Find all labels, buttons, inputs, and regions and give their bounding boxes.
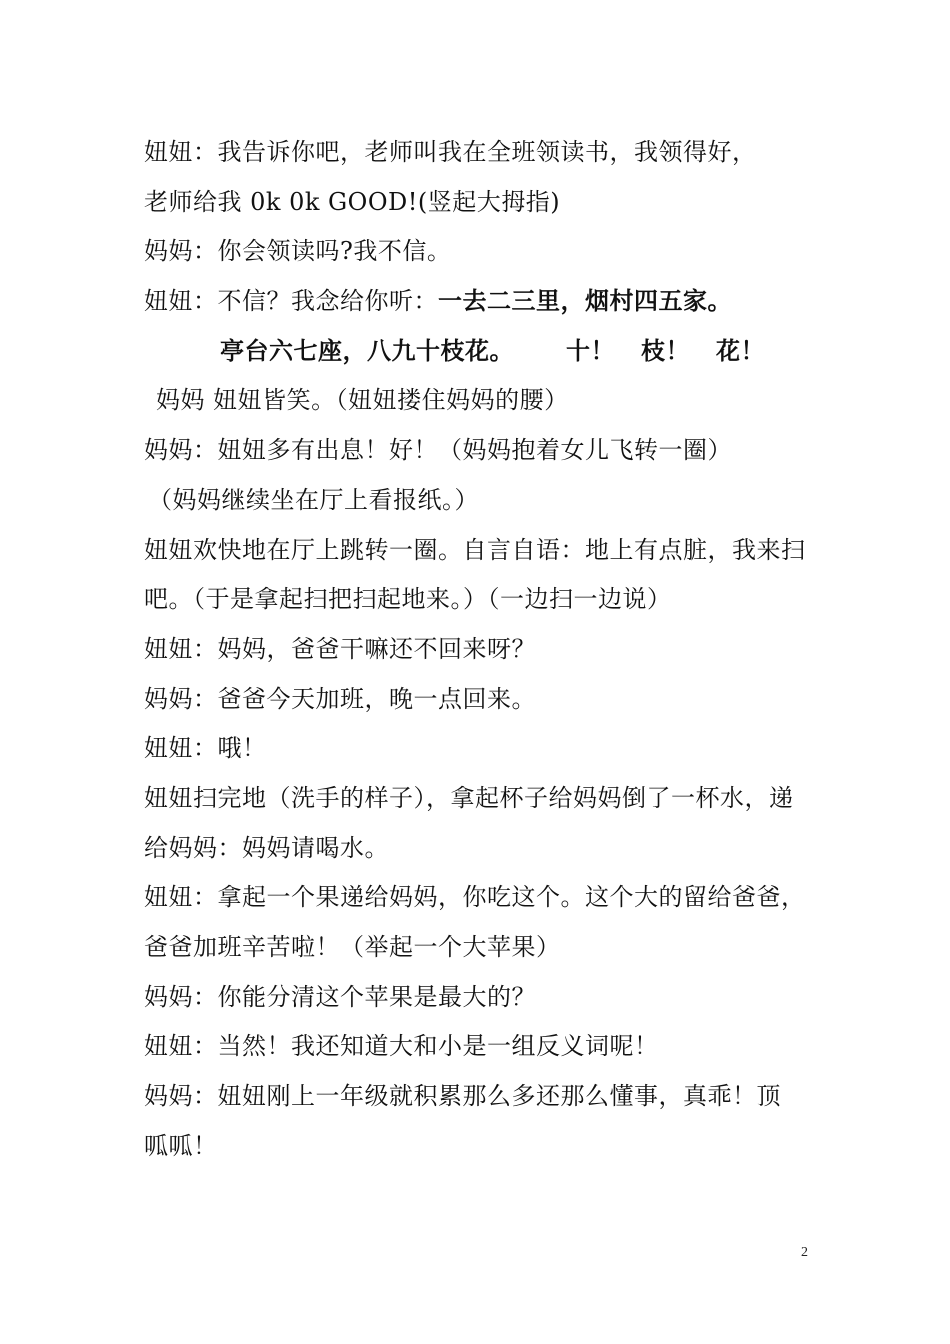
text-line: 妈妈 妞妞皆笑。（妞妞搂住妈妈的腰）: [156, 386, 569, 415]
poem-segment: 一去二三里，烟村四五家。: [438, 287, 732, 316]
poem-shout: 花！: [716, 336, 765, 365]
text-line: （妈妈继续坐在厅上看报纸。）: [148, 485, 479, 514]
text-line: 妞妞欢快地在厅上跳转一圈。自言自语：地上有点脏，我来扫: [144, 535, 806, 564]
text-line: 妞妞：拿起一个果递给妈妈，你吃这个。这个大的留给爸爸，: [144, 883, 806, 912]
text-line: 妈妈：你能分清这个苹果是最大的？: [144, 982, 536, 1011]
text-line: 妈妈：妞妞多有出息！好！（妈妈抱着女儿飞转一圈）: [144, 436, 732, 465]
text-line: 呱呱！: [144, 1131, 218, 1160]
script-text: [144, 128, 824, 1171]
text-line: 妞妞：当然！我还知道大和小是一组反义词呢！: [144, 1032, 659, 1061]
text-line: 妈妈：爸爸今天加班，晚一点回来。: [144, 684, 536, 713]
text-line: 爸爸加班辛苦啦！（举起一个大苹果）: [144, 933, 561, 961]
text-line: 妞妞：我告诉你吧，老师叫我在全班领读书，我领得好，: [144, 138, 757, 166]
text-line: 给妈妈：妈妈请喝水。: [144, 833, 389, 862]
poem-shout: 枝！: [641, 336, 690, 365]
text-line: 妞妞：哦！: [144, 734, 267, 763]
poem-segment: 亭台六七座，八九十枝花。: [220, 336, 514, 365]
poem-shout: 十！: [566, 336, 615, 365]
text-line: 妞妞：妈妈，爸爸干嘛还不回来呀？: [144, 634, 536, 663]
text-line: 吧。（于是拿起扫把扫起地来。）（一边扫一边说）: [144, 585, 672, 614]
text-line: [144, 277, 824, 327]
page-number: 2: [801, 1245, 808, 1260]
text-line: 老师给我 0k 0k GOOD!(竖起大拇指): [144, 187, 561, 216]
text-line: 妈妈：你会领读吗?我不信。: [144, 237, 452, 266]
poem-line: [144, 327, 824, 377]
text-segment: 妞妞：不信？我念给你听：: [144, 287, 438, 316]
text-line: 妈妈：妞妞刚上一年级就积累那么多还那么懂事，真乖！顶: [144, 1082, 781, 1111]
text-line: 妞妞扫完地（洗手的样子），拿起杯子给妈妈倒了一杯水，递: [144, 783, 794, 812]
